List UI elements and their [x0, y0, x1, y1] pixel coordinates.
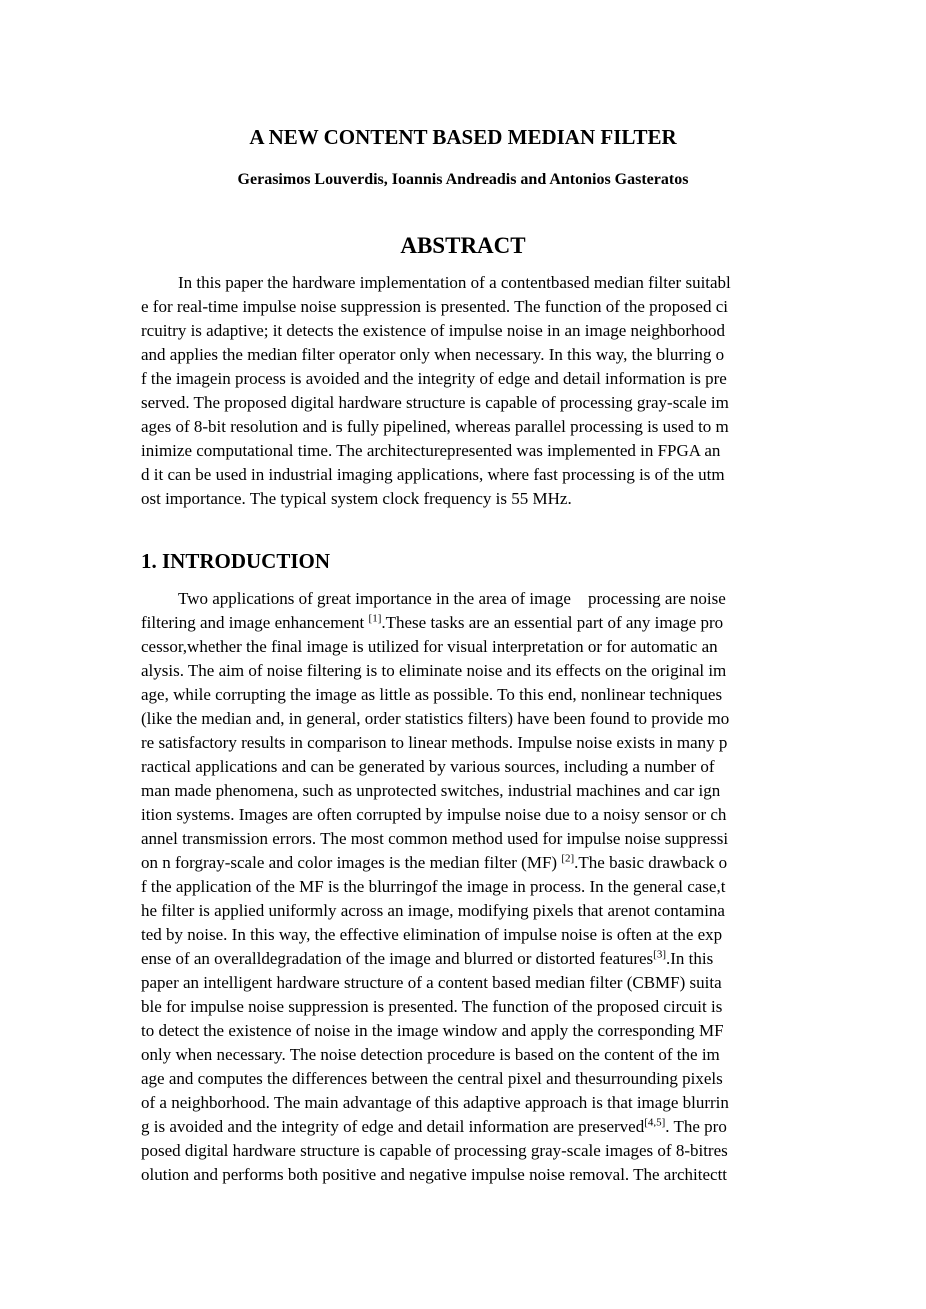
- line-text: Two applications of great importance in the area of image processing are noise: [178, 589, 726, 608]
- abstract-line: d it can be used in industrial imaging applications, where fast processing is of the utm: [141, 465, 725, 484]
- abstract-line: f the imagein process is avoided and the integrity of edge and detail information is pre: [141, 369, 727, 388]
- line-text: re satisfactory results in comparison to linear methods. Impulse noise exists in many p: [141, 733, 728, 752]
- abstract-line: ost importance. The typical system clock frequency is 55 MHz.: [141, 489, 572, 508]
- line-text: .The basic drawback o: [574, 853, 728, 872]
- citation-reference: [1]: [368, 612, 382, 625]
- line-text: .These tasks are an essential part of any image pro: [381, 613, 724, 632]
- line-text: .In this: [666, 949, 714, 968]
- line-text: ition systems. Images are often corrupted by impulse noise due to a noisy sensor or ch: [141, 805, 727, 824]
- paper-title: A NEW CONTENT BASED MEDIAN FILTER: [249, 125, 677, 149]
- line-text: age and computes the differences between the central pixel and thesurrounding pixels: [141, 1069, 723, 1088]
- line-text: to detect the existence of noise in the image window and apply the corresponding MF: [141, 1021, 724, 1040]
- line-text: only when necessary. The noise detection procedure is based on the content of the im: [141, 1045, 720, 1064]
- introduction-line: [141, 707, 786, 731]
- line-text: posed digital hardware structure is capable of processing gray-scale images of 8-bitres: [141, 1141, 728, 1160]
- introduction-heading: 1. INTRODUCTION: [141, 549, 331, 573]
- introduction-line: [141, 683, 786, 707]
- line-text: of a neighborhood. The main advantage of this adaptive approach is that image blurrin: [141, 1093, 729, 1112]
- introduction-line: [141, 1043, 786, 1067]
- line-text: f the application of the MF is the blurringof the image in process. In the general case,t: [141, 877, 726, 896]
- citation-reference: [4,5]: [644, 1116, 666, 1129]
- introduction-line: [141, 899, 786, 923]
- line-text: age, while corrupting the image as little as possible. To this end, nonlinear techniques: [141, 685, 723, 704]
- line-text: alysis. The aim of noise filtering is to eliminate noise and its effects on the original im: [141, 661, 727, 680]
- introduction-line: [141, 755, 786, 779]
- introduction-line: [141, 731, 786, 755]
- line-text: paper an intelligent hardware structure of a content based median filter (CBMF) suita: [141, 973, 722, 992]
- abstract-body: [141, 271, 786, 511]
- abstract-line: rcuitry is adaptive; it detects the existence of impulse noise in an image neighborhood: [141, 321, 725, 340]
- citation-reference: [3]: [653, 948, 666, 961]
- line-text: man made phenomena, such as unprotected switches, industrial machines and car ign: [141, 781, 721, 800]
- abstract-heading: ABSTRACT: [400, 233, 526, 258]
- introduction-line: [141, 995, 786, 1019]
- introduction-body: [141, 587, 786, 1187]
- line-text: ted by noise. In this way, the effective elimination of impulse noise is often at the exp: [141, 925, 723, 944]
- abstract-line: e for real-time impulse noise suppression is presented. The function of the proposed ci: [141, 297, 728, 316]
- abstract-line: served. The proposed digital hardware structure is capable of processing gray-scale im: [141, 393, 729, 412]
- line-text: olution and performs both positive and negative impulse noise removal. The architectt: [141, 1165, 728, 1184]
- line-text: ense of an overalldegradation of the image and blurred or distorted features: [141, 949, 654, 968]
- introduction-line: [141, 587, 786, 611]
- abstract-line: In this paper the hardware implementation of a contentbased median filter suitabl: [178, 273, 731, 292]
- abstract-line: inimize computational time. The architecturepresented was implemented in FPGA an: [141, 441, 721, 460]
- introduction-line: [141, 1139, 786, 1163]
- abstract-line: ages of 8-bit resolution and is fully pipelined, whereas parallel processing is used to m: [141, 417, 729, 436]
- line-text: on n forgray-scale and color images is the median filter (MF): [141, 853, 562, 872]
- introduction-line: [141, 1019, 786, 1043]
- introduction-line: [141, 803, 786, 827]
- introduction-line: [141, 947, 786, 971]
- introduction-line: [141, 875, 786, 899]
- introduction-line: [141, 659, 786, 683]
- introduction-line: [141, 827, 786, 851]
- line-text: . The pro: [665, 1117, 727, 1136]
- line-text: he filter is applied uniformly across an image, modifying pixels that arenot contamina: [141, 901, 725, 920]
- abstract-line: and applies the median filter operator only when necessary. In this way, the blurring o: [141, 345, 725, 364]
- introduction-line: [141, 971, 786, 995]
- introduction-line: [141, 1067, 786, 1091]
- line-text: ble for impulse noise suppression is presented. The function of the proposed circuit is: [141, 997, 723, 1016]
- line-text: filtering and image enhancement: [141, 613, 369, 632]
- line-text: cessor,whether the final image is utilized for visual interpretation or for automatic an: [141, 637, 718, 656]
- line-text: annel transmission errors. The most common method used for impulse noise suppressi: [141, 829, 729, 848]
- introduction-line: [141, 923, 786, 947]
- introduction-line: [141, 611, 786, 635]
- introduction-line: [141, 635, 786, 659]
- introduction-line: [141, 1163, 786, 1187]
- line-text: g is avoided and the integrity of edge and detail information are preserved: [141, 1117, 645, 1136]
- citation-reference: [2]: [561, 852, 575, 865]
- introduction-line: [141, 851, 786, 875]
- introduction-line: [141, 1115, 786, 1139]
- line-text: ractical applications and can be generated by various sources, including a number of: [141, 757, 715, 776]
- introduction-line: [141, 779, 786, 803]
- paper-authors: Gerasimos Louverdis, Ioannis Andreadis and Antonios Gasteratos: [237, 171, 689, 188]
- introduction-line: [141, 1091, 786, 1115]
- line-text: (like the median and, in general, order statistics filters) have been found to provide mo: [141, 709, 730, 728]
